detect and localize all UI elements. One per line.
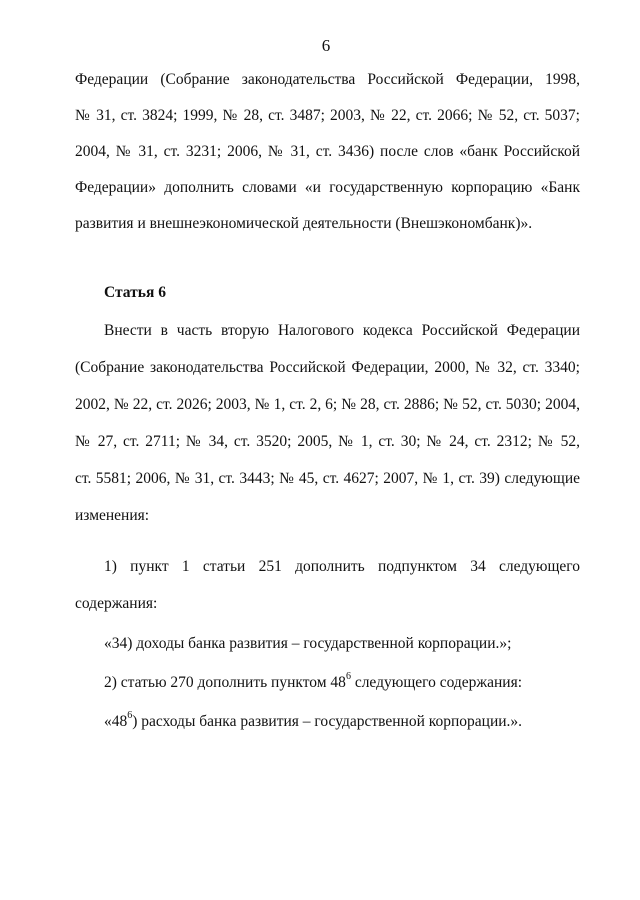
item2-quote-after: ) расходы банка развития – государственной корпорации.». (132, 713, 523, 730)
para1-line-3: 2002, № 22, ст. 2026; 2003, № 1, ст. 2, 6; № 28, ст. 2886; № 52, ст. 5030; 2004, (75, 396, 580, 413)
continuation-line-2: № 31, ст. 3824; 1999, № 28, ст. 3487; 2003, № 22, ст. 2066; № 52, ст. 5037; (75, 107, 580, 124)
item2-line (104, 673, 522, 693)
continuation-line-4: Федерации» дополнить словами «и государственную корпорацию «Банк (75, 179, 580, 196)
item2-quote-before: «48 (104, 713, 128, 730)
para1-line-1: Внести в часть вторую Налогового кодекса Российской Федерации (104, 322, 580, 339)
item1-line-2: содержания: (75, 595, 158, 612)
item2-superscript: 6 (345, 671, 351, 682)
page-number: 6 (321, 36, 331, 55)
para1-line-4: № 27, ст. 2711; № 34, ст. 3520; 2005, № 1, ст. 30; № 24, ст. 2312; № 52, (75, 433, 580, 450)
item2-text-after: следующего содержания: (350, 674, 523, 691)
item1-quote: «34) доходы банка развития – государственной корпорации.»; (104, 635, 512, 652)
item2-quote (104, 712, 522, 732)
article-heading: Статья 6 (104, 284, 166, 301)
continuation-line-5: развития и внешнеэкономической деятельности (Внешэкономбанк)». (75, 215, 533, 232)
item1-line-1: 1) пункт 1 статьи 251 дополнить подпунктом 34 следующего (104, 558, 580, 575)
item2-quote-superscript: 6 (127, 710, 133, 721)
continuation-line-1: Федерации (Собрание законодательства Российской Федерации, 1998, (75, 71, 580, 88)
item2-text-before: 2) статью 270 дополнить пунктом 48 (104, 674, 346, 691)
para1-line-5: ст. 5581; 2006, № 31, ст. 3443; № 45, ст. 4627; 2007, № 1, ст. 39) следующие (75, 470, 580, 487)
continuation-line-3: 2004, № 31, ст. 3231; 2006, № 31, ст. 3436) после слов «банк Российской (75, 143, 580, 160)
para1-line-6: изменения: (75, 507, 150, 524)
para1-line-2: (Собрание законодательства Российской Федерации, 2000, № 32, ст. 3340; (75, 359, 580, 376)
